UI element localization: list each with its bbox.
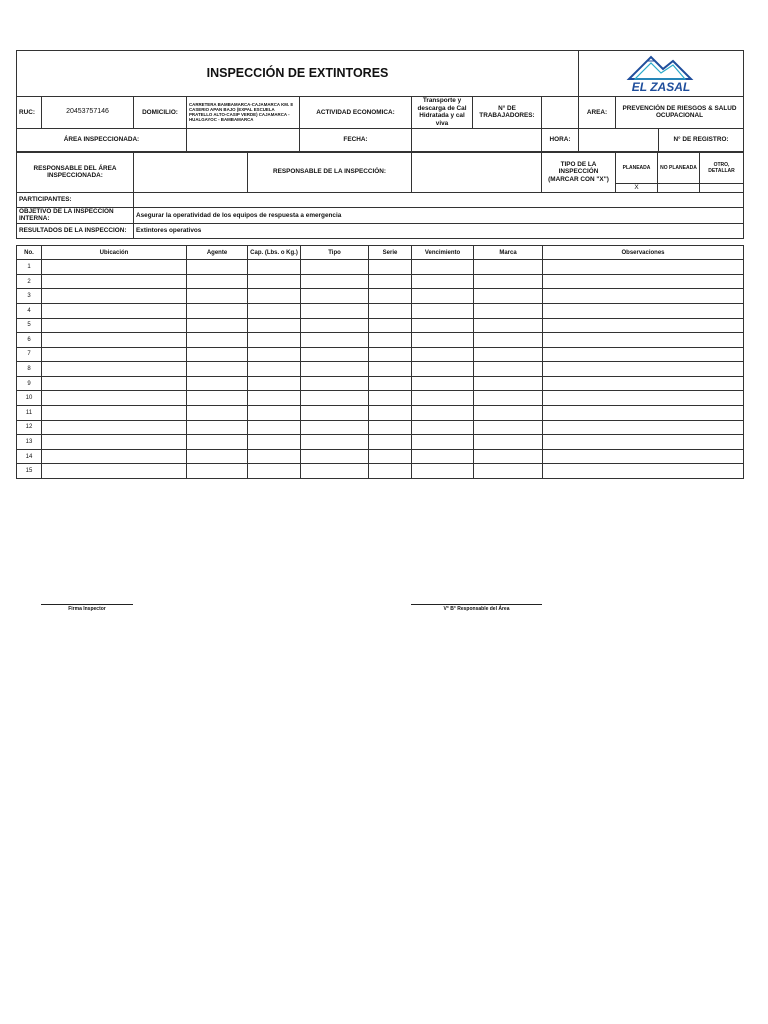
inspector-signature	[41, 604, 133, 612]
row-number: 3	[17, 289, 42, 304]
table-cell[interactable]	[248, 333, 301, 348]
table-cell[interactable]	[301, 464, 369, 479]
table-cell[interactable]	[412, 260, 474, 275]
table-cell[interactable]	[474, 420, 543, 435]
column-header: Ubicación	[42, 246, 187, 260]
table-cell[interactable]	[412, 391, 474, 406]
table-cell[interactable]	[187, 260, 248, 275]
table-row	[17, 406, 744, 421]
table-cell[interactable]	[474, 318, 543, 333]
table-cell[interactable]	[42, 406, 187, 421]
domicilio-value: CARRETERA BAMBAMARCA-CAJAMARCA KM. 8 CASERIO APAN BAJO (EXPAL ESCUELA PRATELLO ALTO-CASIP VERDE) CAJAMARCA - HUALGAYOC - BAMBAMARCA	[187, 97, 300, 129]
table-cell[interactable]	[412, 420, 474, 435]
table-cell[interactable]	[248, 318, 301, 333]
table-cell[interactable]	[543, 464, 744, 479]
inspection-form	[16, 50, 743, 479]
table-row	[17, 435, 744, 450]
row-number: 1	[17, 260, 42, 275]
table-cell[interactable]	[42, 347, 187, 362]
table-cell[interactable]	[412, 376, 474, 391]
table-cell[interactable]	[543, 274, 744, 289]
table-cell[interactable]	[543, 435, 744, 450]
table-cell[interactable]	[248, 420, 301, 435]
column-header: Tipo	[301, 246, 369, 260]
row-number: 12	[17, 420, 42, 435]
table-cell[interactable]	[187, 303, 248, 318]
resultados-label: RESULTADOS DE LA INSPECCION:	[17, 224, 134, 239]
area-value: PREVENCIÓN DE RIESGOS & SALUD OCUPACIONAL	[616, 97, 744, 129]
table-cell[interactable]	[248, 289, 301, 304]
row-number: 13	[17, 435, 42, 450]
registro-label: N° DE REGISTRO:	[659, 128, 744, 151]
table-cell[interactable]	[474, 435, 543, 450]
table-cell[interactable]	[412, 289, 474, 304]
table-cell[interactable]	[248, 449, 301, 464]
table-cell[interactable]	[543, 420, 744, 435]
table-cell[interactable]	[301, 362, 369, 377]
ruc-value: 20453757146	[42, 97, 134, 129]
table-cell[interactable]	[369, 303, 412, 318]
table-cell[interactable]	[474, 449, 543, 464]
table-row	[17, 318, 744, 333]
table-row	[17, 464, 744, 479]
table-cell[interactable]	[301, 303, 369, 318]
inspector-signature-label: Firma Inspector	[68, 606, 106, 612]
table-cell[interactable]	[412, 318, 474, 333]
table-cell[interactable]	[187, 289, 248, 304]
table-cell[interactable]	[412, 347, 474, 362]
signature-line	[411, 604, 542, 605]
row-number: 8	[17, 362, 42, 377]
table-cell[interactable]	[301, 289, 369, 304]
table-cell[interactable]	[187, 420, 248, 435]
tipo-inspeccion-label: TIPO DE LA INSPECCIÓN (MARCAR CON "X")	[542, 152, 616, 192]
table-cell[interactable]	[412, 333, 474, 348]
hora-label: HORA:	[542, 128, 579, 151]
table-cell[interactable]	[187, 362, 248, 377]
table-cell[interactable]	[369, 333, 412, 348]
table-cell[interactable]	[543, 303, 744, 318]
table-cell[interactable]	[301, 449, 369, 464]
table-cell[interactable]	[248, 362, 301, 377]
table-cell[interactable]	[42, 260, 187, 275]
table-row	[17, 376, 744, 391]
table-row	[17, 420, 744, 435]
table-cell[interactable]	[369, 318, 412, 333]
table-cell[interactable]	[248, 376, 301, 391]
table-cell[interactable]	[412, 435, 474, 450]
table-cell[interactable]	[369, 391, 412, 406]
table-cell[interactable]	[42, 333, 187, 348]
table-cell[interactable]	[474, 274, 543, 289]
table-cell[interactable]	[369, 376, 412, 391]
row-number: 15	[17, 464, 42, 479]
tipo-planeada-label: PLANEADA	[616, 152, 658, 183]
table-cell[interactable]	[187, 376, 248, 391]
tipo-no-planeada-label: NO PLANEADA	[658, 152, 700, 183]
table-cell[interactable]	[369, 435, 412, 450]
ruc-label: RUC:	[17, 97, 42, 129]
table-cell[interactable]	[369, 289, 412, 304]
table-cell[interactable]	[369, 464, 412, 479]
table-cell[interactable]	[42, 464, 187, 479]
table-cell[interactable]	[301, 420, 369, 435]
table-cell[interactable]	[543, 347, 744, 362]
table-cell[interactable]	[301, 347, 369, 362]
signature-line	[41, 604, 133, 605]
table-cell[interactable]	[474, 464, 543, 479]
table-cell[interactable]	[369, 260, 412, 275]
row-number: 10	[17, 391, 42, 406]
column-header: Cap. (Lbs. o Kg.)	[248, 246, 301, 260]
table-cell[interactable]	[412, 274, 474, 289]
header-table-2	[16, 152, 744, 239]
row-number: 2	[17, 274, 42, 289]
table-cell[interactable]	[42, 289, 187, 304]
table-cell[interactable]	[301, 260, 369, 275]
table-cell[interactable]	[187, 464, 248, 479]
table-cell[interactable]	[187, 435, 248, 450]
resultados-value: Extintores operativos	[134, 224, 744, 239]
extintores-table	[16, 245, 744, 479]
table-cell[interactable]	[412, 464, 474, 479]
tipo-otro-mark[interactable]	[700, 183, 744, 192]
trabajadores-label: N° DE TRABAJADORES:	[473, 97, 542, 129]
table-row	[17, 449, 744, 464]
table-cell[interactable]	[474, 376, 543, 391]
table-cell[interactable]	[42, 376, 187, 391]
table-cell[interactable]	[543, 289, 744, 304]
table-cell[interactable]	[42, 274, 187, 289]
table-cell[interactable]	[369, 274, 412, 289]
table-cell[interactable]	[248, 260, 301, 275]
table-cell[interactable]	[412, 449, 474, 464]
table-cell[interactable]	[248, 435, 301, 450]
table-cell[interactable]	[187, 391, 248, 406]
column-header: Vencimiento	[412, 246, 474, 260]
table-cell[interactable]	[248, 303, 301, 318]
table-cell[interactable]	[474, 260, 543, 275]
table-cell[interactable]	[301, 318, 369, 333]
table-cell[interactable]	[543, 391, 744, 406]
table-cell[interactable]	[543, 333, 744, 348]
table-cell[interactable]	[42, 303, 187, 318]
column-header: No.	[17, 246, 42, 260]
table-body	[17, 260, 744, 479]
row-number: 7	[17, 347, 42, 362]
responsable-area-value[interactable]	[134, 152, 248, 192]
column-header: Agente	[187, 246, 248, 260]
table-cell[interactable]	[248, 464, 301, 479]
table-cell[interactable]	[42, 449, 187, 464]
company-logo	[579, 51, 744, 97]
participantes-value[interactable]	[134, 192, 744, 207]
table-cell[interactable]	[543, 362, 744, 377]
table-cell[interactable]	[412, 303, 474, 318]
table-cell[interactable]	[248, 274, 301, 289]
table-cell[interactable]	[369, 347, 412, 362]
table-cell[interactable]	[301, 406, 369, 421]
table-cell[interactable]	[42, 362, 187, 377]
table-cell[interactable]	[248, 347, 301, 362]
table-cell[interactable]	[42, 420, 187, 435]
table-cell[interactable]	[543, 318, 744, 333]
row-number: 5	[17, 318, 42, 333]
table-cell[interactable]	[474, 303, 543, 318]
table-cell[interactable]	[474, 289, 543, 304]
table-cell[interactable]	[187, 347, 248, 362]
tipo-planeada-mark[interactable]: X	[616, 183, 658, 192]
svg-text:EL ZASAL: EL ZASAL	[631, 80, 691, 94]
column-header: Observaciones	[543, 246, 744, 260]
table-cell[interactable]	[369, 449, 412, 464]
responsable-signature	[411, 604, 542, 612]
area-inspeccionada-label: ÁREA INSPECCIONADA:	[17, 128, 187, 151]
table-cell[interactable]	[187, 318, 248, 333]
table-cell[interactable]	[42, 435, 187, 450]
table-cell[interactable]	[248, 406, 301, 421]
row-number: 4	[17, 303, 42, 318]
table-cell[interactable]	[474, 391, 543, 406]
hora-value[interactable]	[579, 128, 659, 151]
area-label: AREA:	[579, 97, 616, 129]
fecha-value[interactable]	[412, 128, 542, 151]
table-row	[17, 391, 744, 406]
participantes-label: PARTICIPANTES:	[17, 192, 134, 207]
table-cell[interactable]	[187, 449, 248, 464]
actividad-label: ACTIVIDAD ECONOMICA:	[300, 97, 412, 129]
table-cell[interactable]	[42, 318, 187, 333]
table-cell[interactable]	[543, 260, 744, 275]
responsable-inspeccion-label: RESPONSABLE DE LA INSPECCIÓN:	[248, 152, 412, 192]
table-cell[interactable]	[543, 406, 744, 421]
table-cell[interactable]	[248, 391, 301, 406]
tipo-no-planeada-mark[interactable]	[658, 183, 700, 192]
domicilio-label: DOMICILIO:	[134, 97, 187, 129]
table-row	[17, 260, 744, 275]
table-cell[interactable]	[474, 362, 543, 377]
responsable-signature-label: V° B° Responsable del Área	[443, 606, 510, 612]
row-number: 9	[17, 376, 42, 391]
trabajadores-value[interactable]	[542, 97, 579, 129]
responsable-inspeccion-value[interactable]	[412, 152, 542, 192]
row-number: 6	[17, 333, 42, 348]
area-inspeccionada-value[interactable]	[187, 128, 300, 151]
table-cell[interactable]	[301, 391, 369, 406]
form-title: INSPECCIÓN DE EXTINTORES	[17, 51, 579, 97]
table-row	[17, 362, 744, 377]
table-cell[interactable]	[301, 435, 369, 450]
objetivo-value: Asegurar la operatividad de los equipos de respuesta a emergencia	[134, 207, 744, 223]
table-cell[interactable]	[474, 333, 543, 348]
objetivo-label: OBJETIVO DE LA INSPECCIÓN INTERNA:	[17, 207, 134, 223]
table-cell[interactable]	[301, 274, 369, 289]
header-table	[16, 50, 744, 152]
table-cell[interactable]	[474, 347, 543, 362]
table-row	[17, 289, 744, 304]
table-row	[17, 274, 744, 289]
table-cell[interactable]	[187, 333, 248, 348]
table-cell[interactable]	[369, 406, 412, 421]
table-cell[interactable]	[543, 376, 744, 391]
responsable-area-label: RESPONSABLE DEL ÁREA INSPECCIONADA:	[17, 152, 134, 192]
table-cell[interactable]	[412, 362, 474, 377]
table-row	[17, 347, 744, 362]
tipo-otro-label: OTRO, DETALLAR	[700, 152, 744, 183]
table-cell[interactable]	[187, 406, 248, 421]
table-cell[interactable]	[301, 376, 369, 391]
mountain-logo-icon	[621, 51, 701, 93]
table-row	[17, 303, 744, 318]
table-row	[17, 333, 744, 348]
table-cell[interactable]	[187, 274, 248, 289]
actividad-value: Transporte y descarga de Cal Hidratada y cal viva	[412, 97, 473, 129]
table-cell[interactable]	[42, 391, 187, 406]
table-cell[interactable]	[474, 406, 543, 421]
fecha-label: FECHA:	[300, 128, 412, 151]
table-header-row	[17, 246, 744, 260]
row-number: 14	[17, 449, 42, 464]
column-header: Serie	[369, 246, 412, 260]
table-cell[interactable]	[301, 333, 369, 348]
row-number: 11	[17, 406, 42, 421]
table-cell[interactable]	[369, 420, 412, 435]
table-cell[interactable]	[369, 362, 412, 377]
table-cell[interactable]	[543, 449, 744, 464]
column-header: Marca	[474, 246, 543, 260]
table-cell[interactable]	[412, 406, 474, 421]
